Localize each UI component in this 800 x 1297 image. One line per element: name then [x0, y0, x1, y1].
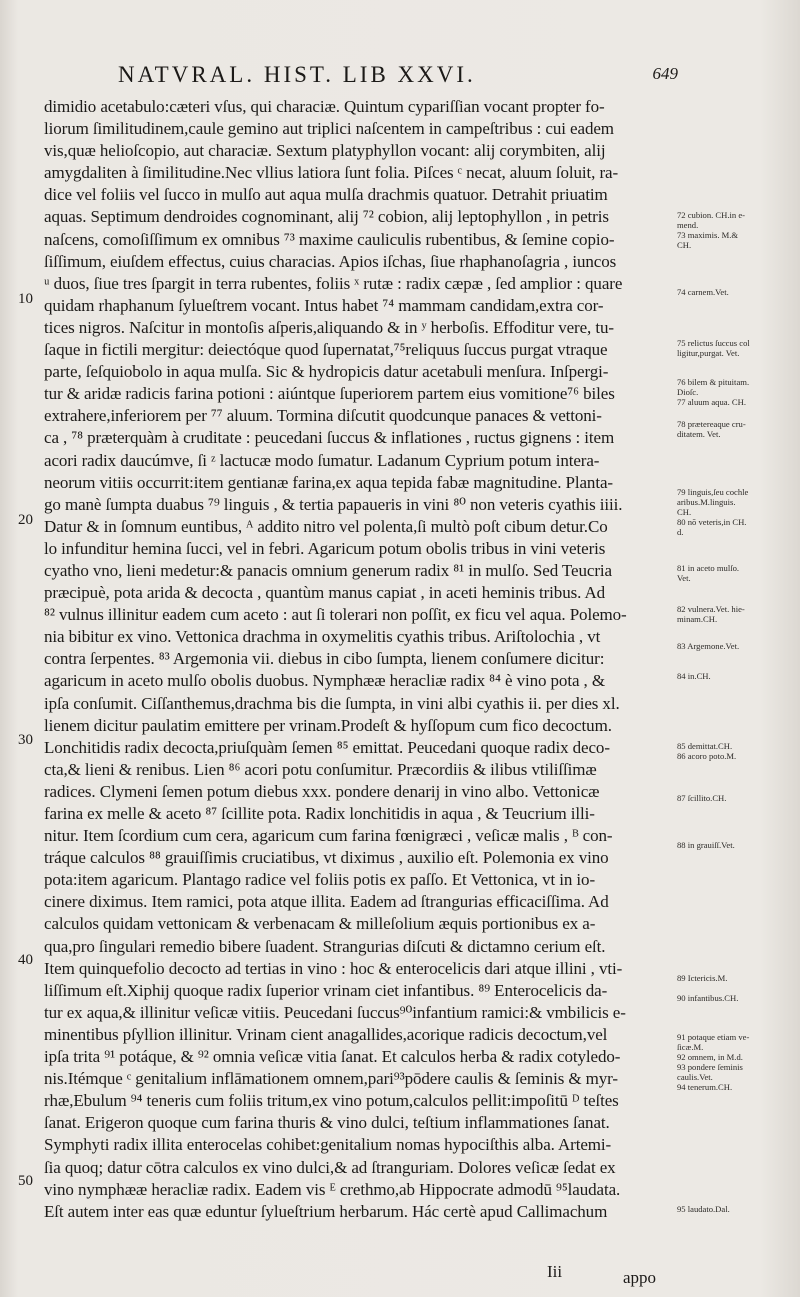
text-line: rhæ,Ebulum ⁹⁴ teneris cum foliis tritum,ex vino potum,calculos pellit:impoſitū ᴰ teſtes	[44, 1091, 619, 1111]
text-line: vis,quæ helioſcopio, aut characiæ. Sextum platyphyllon vocant: alij corymbiten, alij	[44, 141, 606, 161]
text-line: nis.Itémque ᶜ genitalium inflāmationem omnem,pari⁹³pōdere caulis & ſeminis & myr-	[44, 1069, 618, 1089]
text-line: extrahere,inferiorem per ⁷⁷ aluum. Tormina diſcutit quodcunque panaces & vettoni-	[44, 406, 602, 426]
text-line: cyatho vno, lieni medetur:& panacis omnium generum radix ⁸¹ in mulſo. Sed Teucria	[44, 560, 612, 580]
text-line: ipſa conſumit. Ciſſanthemus,drachma bis die ſumpta, in vini albi cyathis ii. per dies xl.	[44, 693, 620, 713]
text-line: ⁸² vulnus illinitur eadem cum aceto : aut ſi tolerari non poſſit, ex ficu vel aqua. Polemo-	[44, 605, 627, 625]
text-line: Lonchitidis radix decocta,priuſquàm ſemen ⁸⁵ emittat. Peucedani quoque radix deco-	[44, 737, 610, 757]
text-line: qua,pro ſingulari remedio bibere ſuadent. Strangurias diſcuti & dictamno cerium eſt.	[44, 936, 606, 956]
margin-note: 76 bilem & pituitam. Dioſc. 77 aluum aqua. CH.	[677, 377, 750, 407]
catchword: appo	[623, 1268, 657, 1287]
margin-note: 78 prætereaque cru- ditatem. Vet.	[677, 419, 746, 439]
text-line: parte, ſeſquiobolo in aqua mulſa. Sic & hydropicis datur acetabuli menſura. Inſpergi-	[44, 362, 609, 382]
signature-mark: Iii	[547, 1262, 563, 1281]
page-number: 649	[652, 64, 678, 83]
text-line: agaricum in aceto mulſo obolis duobus. Nymphææ heracliæ radix ⁸⁴ è vino pota , &	[44, 671, 605, 691]
text-line: acori radix daucúmve, ſi ᶻ lactucæ modo ſumatur. Ladanum Cyprium potum intera-	[44, 450, 600, 470]
margin-note: 79 linguis,ſeu cochle aribus.M.linguis. CH. 80 nō veteris,in CH. d.	[677, 487, 749, 537]
margin-note: 75 relictus ſuccus col ligitur,purgat. Vet.	[677, 338, 750, 358]
text-line: quidam rhaphanum ſylueſtrem vocant. Intus habet ⁷⁴ mammam candidam,extra cor-	[44, 295, 604, 315]
margin-note: 91 potaque etiam ve- ſicæ.M. 92 omnem, in M.d. 93 pondere ſeminis caulis.Vet. 94 tenerum.CH.	[677, 1032, 750, 1092]
text-line: ſia quoq; datur cōtra calculos ex vino dulci,& ad ſtranguriam. Dolores veſicæ ſedat ex	[44, 1157, 616, 1177]
text-line: ſiſſimum, eiuſdem effectus, cuius characias. Apios iſchas, ſiue rhaphanoſagria , iuncos	[44, 251, 617, 271]
text-line: præcipuè, pota arida & decocta , quantùm manus capiat , in aceti heminis tribus. Ad	[44, 583, 606, 603]
margin-note: 95 laudato.Dal.	[677, 1204, 730, 1214]
text-line: minentibus pſyllion illinitur. Vrinam cient anagallides,acorique radicis decoctum,vel	[44, 1024, 608, 1044]
margin-note: 84 in.CH.	[677, 671, 711, 681]
text-line: go manè ſumpta duabus ⁷⁹ linguis , & tertia papaueris in vini ⁸⁰ non veteris cyathis iiii.	[44, 494, 623, 514]
margin-note: 81 in aceto mulſo. Vet.	[677, 563, 740, 583]
text-line: vino nymphææ heracliæ radix. Eadem vis ᴱ crethmo,ab Hippocrate admodū ⁹⁵laudata.	[44, 1179, 621, 1199]
text-line: ᵘ duos, ſiue tres ſpargit in terra rubentes, foliis ˣ rutæ : radix cæpæ , ſed amplior : quare	[44, 273, 623, 293]
text-line: tices nigros. Naſcitur in montoſis aſperis,aliquando & in ʸ herboſis. Effoditur vere, tu-	[44, 317, 614, 337]
line-number: 20	[18, 512, 33, 528]
text-line: tur & aridæ radicis farina potioni : aiúntque ſuperiorem partem eius vomitione⁷⁶ biles	[44, 384, 615, 404]
running-head: NATVRAL. HIST. LIB XXVI.	[118, 62, 476, 87]
margin-note: 82 vulnera.Vet. hie- minam.CH.	[677, 604, 745, 624]
margin-note: 83 Argemone.Vet.	[677, 641, 740, 651]
text-line: ſaque in fictili mergitur: deiectóque quod ſupernatat,⁷⁵reliquus ſuccus purgat vtraque	[44, 340, 608, 360]
text-line: aquas. Septimum dendroides cognominant, alij ⁷² cobion, alij leptophyllon , in petris	[44, 207, 609, 227]
margin-note: 88 in grauiſſ.Vet.	[677, 840, 735, 850]
text-line: neorum vitiis occurrit:item gentianæ farina,ex aqua tepida fabæ magnitudine. Planta-	[44, 472, 613, 492]
text-line: radices. Clymeni ſemen potum diebus xxx. pondere denarij in vino albo. Vettonicæ	[44, 781, 600, 801]
text-line: nitur. Item ſcordium cum cera, agaricum cum farina fœnigræci , veſicæ malis , ᴮ con-	[44, 826, 613, 846]
text-line: calculos quidam vettonicam & verbenacam & milleſolium æquis portionibus ex a-	[44, 914, 596, 934]
text-line: naſcens, comoſiſſimum ex omnibus ⁷³ maxime cauliculis rubentibus, & ſemine copio-	[44, 229, 615, 249]
text-line: Symphyti radix illita enterocelas cohibet:genitalium nomas hypociſthis alba. Artemi-	[44, 1135, 612, 1155]
main-text-block	[44, 96, 670, 1223]
line-number: 40	[18, 952, 33, 968]
text-line: nia bibitur ex vino. Vettonica drachma in oxymelitis cyathis tribus. Ariſtolochia , vt	[44, 627, 601, 647]
text-line: dimidio acetabulo:cæteri vſus, qui characiæ. Quintum cypariſſian vocant propter fo-	[44, 97, 605, 116]
margin-note: 87 ſcillito.CH.	[677, 793, 727, 803]
line-number: 30	[18, 732, 33, 748]
margin-note: 72 cubion. CH.in e- mend. 73 maximis. M.& CH.	[677, 210, 746, 250]
text-line: Eſt autem inter eas quæ eduntur ſylueſtrium herbarum. Hác certè apud Callimachum	[44, 1201, 608, 1221]
text-line: lienem dicitur paulatim emittere per vrinam.Prodeſt & hyſſopum cum fico decoctum.	[44, 715, 612, 735]
margin-note: 90 infantibus.CH.	[677, 993, 739, 1003]
text-line: amygdaliten à ſimilitudine.Nec vllius latiora ſunt folia. Piſces ᶜ necat, aluum ſoluit, ra-	[44, 163, 619, 183]
text-line: pota:item agaricum. Plantago radice vel foliis potis ex paſſo. Et Vettonica, vt in io-	[44, 870, 596, 890]
text-line: cta,& lieni & renibus. Lien ⁸⁶ acori potu conſumitur. Præcordiis & ilibus vtiliſſimæ	[44, 759, 597, 779]
text-line: ipſa trita ⁹¹ potáque, & ⁹² omnia veſicæ vitia ſanat. Et calculos herba & radix cotyledo-	[44, 1047, 621, 1067]
margin-note: 89 Ictericis.M.	[677, 973, 728, 983]
text-line: contra ſerpentes. ⁸³ Argemonia vii. diebus in cibo ſumpta, lienem conſumere dicitur:	[44, 649, 605, 669]
text-line: dice vel foliis vel ſucco in mulſo aut aqua mulſa drachmis quatuor. Detrahit priuatim	[44, 185, 608, 205]
text-line: Datur & in ſomnum euntibus, ᴬ addito nitro vel polenta,ſi multò poſt cibum detur.Co	[44, 516, 608, 536]
text-line: tur ex aqua,& illinitur veſicæ vitiis. Peucedani ſuccus⁹⁰infantium ramici:& vmbilicis e-	[44, 1002, 626, 1022]
text-line: ſanat. Erigeron quoque cum farina thuris & vino dulci, teſtium inflammationes ſanat.	[44, 1113, 610, 1133]
text-line: lo infunditur hemina ſucci, vel in febri. Agaricum potum obolis tribus in vini veteris	[44, 538, 606, 558]
text-line: ca , ⁷⁸ præterquàm à cruditate : peucedani ſuccus & inflationes , ructus gignens : item	[44, 428, 615, 448]
line-number: 10	[18, 291, 33, 307]
text-line: liſſimum eſt.Xiphij quoque radix ſuperior vrinam ciet infantibus. ⁸⁹ Enterocelicis da-	[44, 980, 608, 1000]
text-line: cinere diximus. Item ramici, pota atque illita. Eadem ad ſtrangurias efficaciſſima. Ad	[44, 892, 609, 912]
line-number: 50	[18, 1173, 33, 1189]
text-line: liorum ſimilitudinem,caule gemino aut triplici naſcentem in campeſtribus : cui eadem	[44, 119, 614, 139]
line-number-column	[18, 0, 44, 1297]
margin-note: 74 carnem.Vet.	[677, 287, 729, 297]
page-header	[118, 62, 678, 92]
text-line: tráque calculos ⁸⁸ grauiſſimis cruciatibus, vt diximus , auxilio eſt. Polemonia ex vino	[44, 848, 609, 868]
text-line: farina ex melle & aceto ⁸⁷ ſcillite pota. Radix lonchitidis in aqua , & Teucrium illi-	[44, 804, 595, 823]
margin-note: 85 demittat.CH. 86 acoro poto.M.	[677, 741, 737, 761]
margin-notes-column	[677, 0, 799, 1297]
text-line: Item quinquefolio decocto ad tertias in vino : hoc & enterocelicis dari atque illini , vti-	[44, 958, 623, 978]
